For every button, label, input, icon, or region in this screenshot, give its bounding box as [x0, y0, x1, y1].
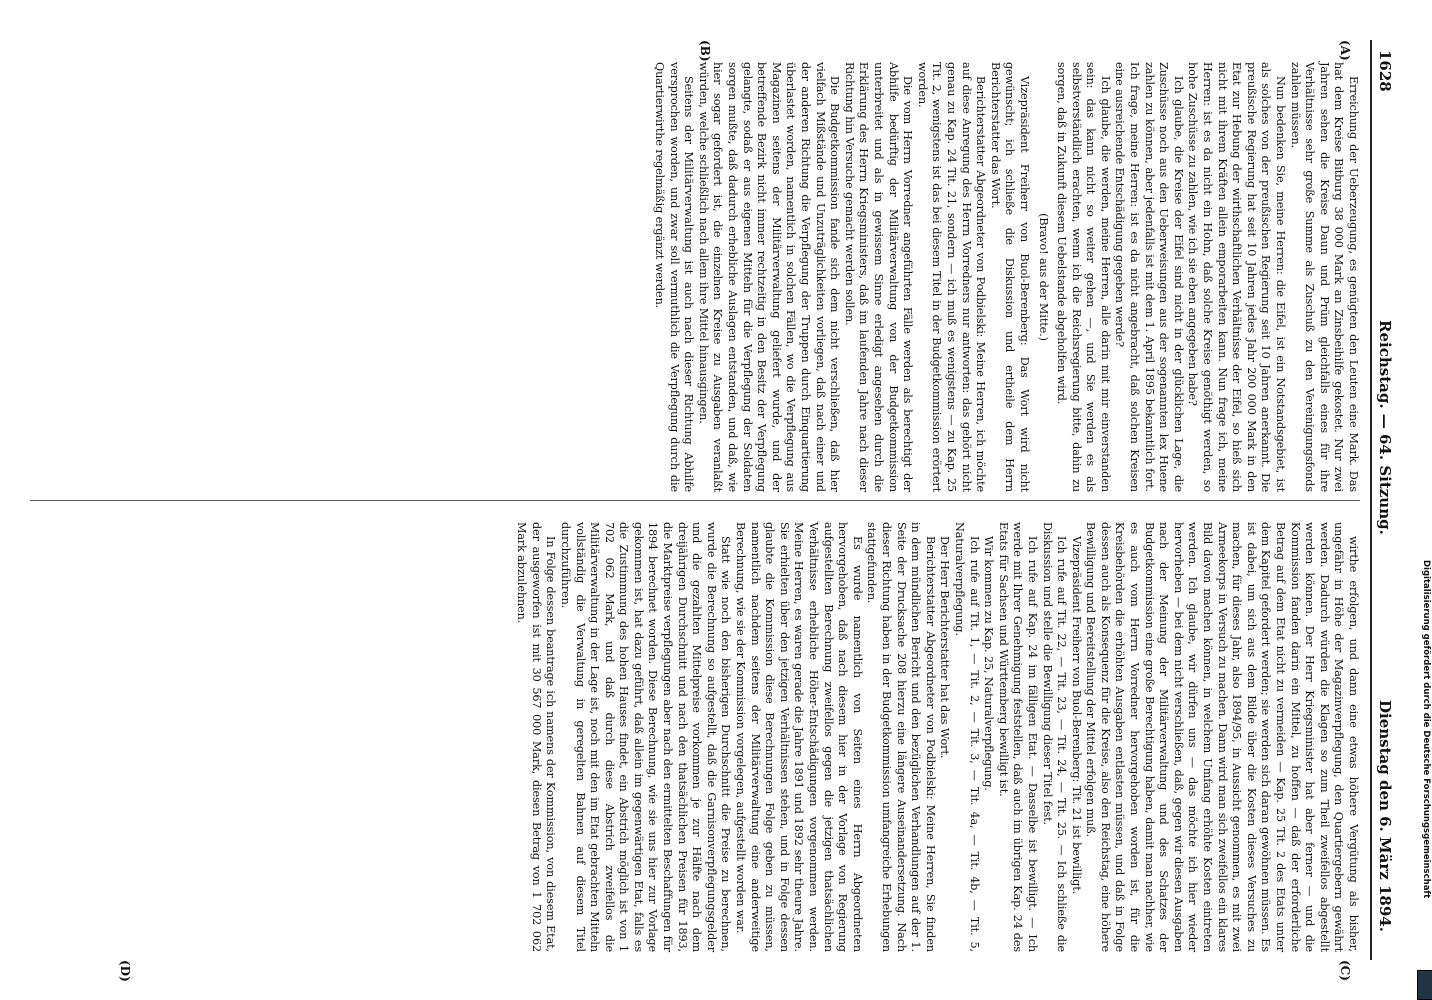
right-column-paragraph: Ich rufe auf Tit. 1, — Tit. 2, — Tit. 3, — Tit. 4a, — Tit. 4b, — Tit. 5, Naturalverpflegung.	[952, 522, 981, 952]
column-divider	[30, 500, 1360, 501]
left-column-paragraph: Erreichung der Ueberzeugung, es genügten den Leuten eine Mark. Das hat dem Kreise Bitburg 38 000 Mark an Zinsbeihilfe gekostet. Nur zwei Jahren sehen die Kreise Daun und Prüm gleichfalls eines für ihre Verhältnisse sehr große Summe als Zuschuß zu den Vereinigungsfonds zahlen müssen.	[1288, 62, 1360, 492]
session-title: Reichstag. — 64. Sitzung.	[1376, 320, 1394, 535]
footer-credit-text: Digitalisierung gefördert durch die Deutsche Forschungsgemeinschaft	[1421, 560, 1431, 899]
right-text-column	[514, 522, 1360, 952]
right-column-paragraph: wirthe erfolgen, und dann eine etwas höhere Vergütung als bisher, ungefähr in Höhe der Magazinverpflegung, den Quartiergebern gewährt werden. Dadurch würden die Klagen so zum Theil zweifellos abgestellt werden können. Der Herr Kriegsminister hat aber ferner — und die Kommission fanden darin ein Mittel, zu hoffen — daß der erforderliche Betrag auf dem Etat nicht zu vermeiden — Kap. 25 Tit. 2 des Etats unter dem Kapitel gefordert werden; sie werden sich daran gewöhnen müssen. Es ist dabei, um sich aus dem Bilde über die Kosten dieses Versuches zu machen, für dieses Jahr, also 1894/95, in Aussicht genommen, es mit zwei Armeekorps in Versuch zu machen. Dann wird man sich zweifellos ein klares Bild davon machen können, in welchem Umfang erhöhte Kosten eintreten werden. Ich glaube, wir dürfen uns — das möchte ich hier wieder hervorheben — bei dem nicht verschließen, daß, gegen wir diesen Ausgaben nach der Meinung der Militärverwaltung und des Schatzes der Budgetkommission eine große Berechtigung haben, damit man nachher, wie es auch vom Herrn Vorredner hervorgehoben worden ist, für die Kreisbehörden die erhöhten Ausgaben entlasten müssen, und daß in Folge dessen auch als Konsequenz für die Kreise, also den Reichstag, eine höhere Bewilligung und Bereitstellung der Mittel erfolgen muß.	[1084, 522, 1360, 952]
right-column-paragraph: Berichterstatter Abgeordneter von Podbielski: Meine Herren, Sie finden in dem mündlichen Bericht und den bezüglichen Verhandlungen auf der 1. Seite der Drucksache 208 hierzu eine längere Auseinandersetzung. Nach dieser Richtung haben in der Budgetkommission umfangreiche Erhebungen stattgefunden.	[865, 522, 937, 952]
left-column-paragraph: (Bravo! aus der Mitte.)	[1036, 213, 1050, 341]
right-column-paragraph: Vizepräsident Freiherr von Buol-Berenberg: Tit. 21 ist bewilligt.	[1069, 536, 1083, 895]
left-column-paragraph: Berichterstatter Abgeordneter von Podbielski: Meine Herren, ich möchte auf diese Anregung des Herrn Vorredners nur antworten: das gehört nicht genau zu Kap. 24 Tit. 21, sondern — ich muß es wenigstens — zu Kap. 25 Tit. 2, wenigstens ist das bei diesem Titel in der Budgetkommission erörtert worden.	[915, 62, 988, 492]
right-column-paragraph: Es wurde namentlich von Seiten eines Herrn Abgeordneten hervorgehoben, daß nach diesem hier in der Vorlage von Regierung aufgestellten Berechnung zweifellos gegen die jetzigen thatsächlichen Verhältnisse erhebliche Höher-Entschädigungen vorgenommen werden. Meine Herren, es waren gerade die Jahre 1891 und 1892 sehr theure Jahre. Sie erhielten über den jetzigen Verhältnissen stehen, und in Folge dessen glaubte die Kommission diese Berechnungen Folge geben zu müssen, namentlich nachdem seitens der Militärverwaltung eine anderweitige Berechnung, wie sie der Kommission vorgelegen, aufgestellt worden war.	[734, 522, 864, 952]
page-number: 1628	[1376, 50, 1394, 92]
left-column-paragraph: Nun bedenken Sie, meine Herren: die Eifel, ist ein Notstandsgebiet, ist als solches von der preußischen Regierung seit 10 Jahren anerkannt. Die preußische Regierung hat seit 10 Jahren jedes Jahr 200 000 Mark in den Etat zur Hebung der wirthschaftlichen Verhältnisse der Eifel, so hieß sich nicht mit ihrem Kräften allein emporarbeiten kann. Nun frage ich, meine Herren: ist es da nicht ein Hohn, daß solche Kreise genöthigt werden, so hohe Zuschüsse zu zahlen, wie ich sie eben angegeben habe?	[1186, 62, 1288, 492]
left-column-paragraph: Seitens der Militärverwaltung ist auch nach dieser Richtung Abhilfe versprochen worden, und zwar soll vermuthlich die Verpflegung durch die Quartierwirthe regelmäßig ergänzt werden.	[653, 62, 696, 492]
left-column-paragraph: Ich glaube, die Kreise der Eifel sind nicht in der glücklichen Lage, die Zuschüsse noch aus den Ueberweisungen aus der sogenannten lex Huene zahlen zu können, aber jedenfalls ist mit dem 1. April 1895 bekanntlich fort. Ich frage, meine Herren: ist es da nicht angebracht, daß solchen Kreisen eine ausreichende Entschädigung gegeben werde?	[1113, 62, 1185, 492]
left-text-column	[652, 62, 1361, 492]
right-column-paragraph: Wir kommen zu Kap. 25, Naturalverpflegung.	[982, 536, 996, 791]
left-column-paragraph: Ich glaube, die werden, meine Herren, alle darin mit mir einverstanden sein: das kann nicht so weiter gehen —, und Sie werden es als selbstverständlich erachten, wenn ich die Reichsregierung bitte, dahin zu sorgen, daß in Zukunft diesem Uebelstande abgeholfen wird.	[1055, 62, 1112, 492]
session-date: Dienstag den 6. März 1894.	[1376, 700, 1394, 932]
right-column-paragraph: Ich rufe auf Kap. 24 im fälligen Etat. — Dasselbe ist bewilligt. — Ich werde mit Ihrer Genehmigung feststellen, daß auch im übrigen Kap. 24 des Etats für Sachsen und Württemberg bewilligt ist.	[996, 522, 1039, 952]
left-column-paragraph: Die vom Herrn Vorredner angeführten Fälle werden als berechtigt der Abhilfe bedürftig der Militärverwaltung von der Budgetkommission unterbreitet und als in gewissem Sinne erledigt angesehen durch die Erklärung des Herrn Kriegsministers, daß im laufenden Jahre nach dieser Richtung hin Versuche gemacht werden sollen.	[842, 62, 915, 492]
header-rule	[1370, 40, 1372, 960]
margin-marker-c: (C)	[1338, 960, 1352, 981]
margin-marker-a: (A)	[1338, 40, 1352, 61]
footer-credit	[1420, 560, 1432, 1000]
page-header	[1364, 0, 1394, 1000]
right-column-paragraph: Der Herr Berichterstatter hat das Wort.	[938, 536, 952, 759]
margin-marker-b: (B)	[698, 40, 712, 62]
left-column-paragraph: Die Budgetkommission fande sich dem nicht verschließen, daß hier vielfach Mißstände und Unzuträglichkeiten vorliegen, daß nach einer und der anderen Richtung die Verpflegung der Truppen durch Einquartierung überlastet worden, namentlich in solchen Fällen, wo die Verpflegung aus Magazinen seitens der Militärverwaltung geliefert wurde, und der betreffende Bezirk nicht immer rechtzeitig in den Besitz der Verpflegung gelangte, sodaß er aus eigenen Mitteln für die Verpflegung der Soldaten sorgen mußte, daß dadurch erhebliche Auslagen entstanden, und daß, wie hier sogar gefordert ist, die einzelnen Kreise zu Ausgaben veranlaßt würden, welche schließlich nach allem ihre Mittel hinausgingen.	[696, 62, 842, 492]
left-column-paragraph: Vizepräsident Freiherr von Buol-Berenberg: Das Wort wird nicht gewünscht; ich schließe die Diskussion und ertheile dem Herrn Berichterstatter das Wort.	[988, 62, 1031, 492]
right-column-paragraph: Ich rufe auf Tit. 22, — Tit. 23, — Tit. 24, — Tit. 25. — Ich schließe die Diskussion und stelle die Bewilligung dieser Titel fest.	[1040, 522, 1069, 952]
dfg-logo	[1417, 970, 1432, 1000]
right-column-paragraph: In Folge dessen beantrage ich namens der Kommission, von diesem Etat, der ausgeworfen ist mit 30 567 000 Mark, diesen Betrag von 1 702 062 Mark abzulehnen.	[515, 522, 558, 952]
right-column-paragraph: Statt wie noch den bisherigen Durchschnitt die Preise zu berechnen, wurde die Berechnung so aufgestellt, daß die Garnisonverpflegungsgelder und die gezahlten Mittelpreise vorkommen je zur Hälfte nach dem dreijährigen Durchschnitt und nach den thatsächlichen Preisen für 1893, die Marktpreise verpflegungen aber nach den ermittelten Beschaffungen für 1894 berechnet worden. Diese Berechnung, wie sie uns hier zur Vorlage gekommen ist, hat dazu geführt, daß allein im gegenwärtigen Etat, falls es die Zustimmung des hohen Hauses findet, ein Abstrich möglich ist von 1 702 062 Mark, und daß durch diese Abstrich zweifellos die Militärverwaltung in der Lage ist, noch mit den im Etat gebrachten Mitteln vollständig die Verwaltung in geregelten Bahnen auf diesem Titel durchzuführen.	[558, 522, 733, 952]
margin-marker-d: (D)	[118, 960, 132, 982]
